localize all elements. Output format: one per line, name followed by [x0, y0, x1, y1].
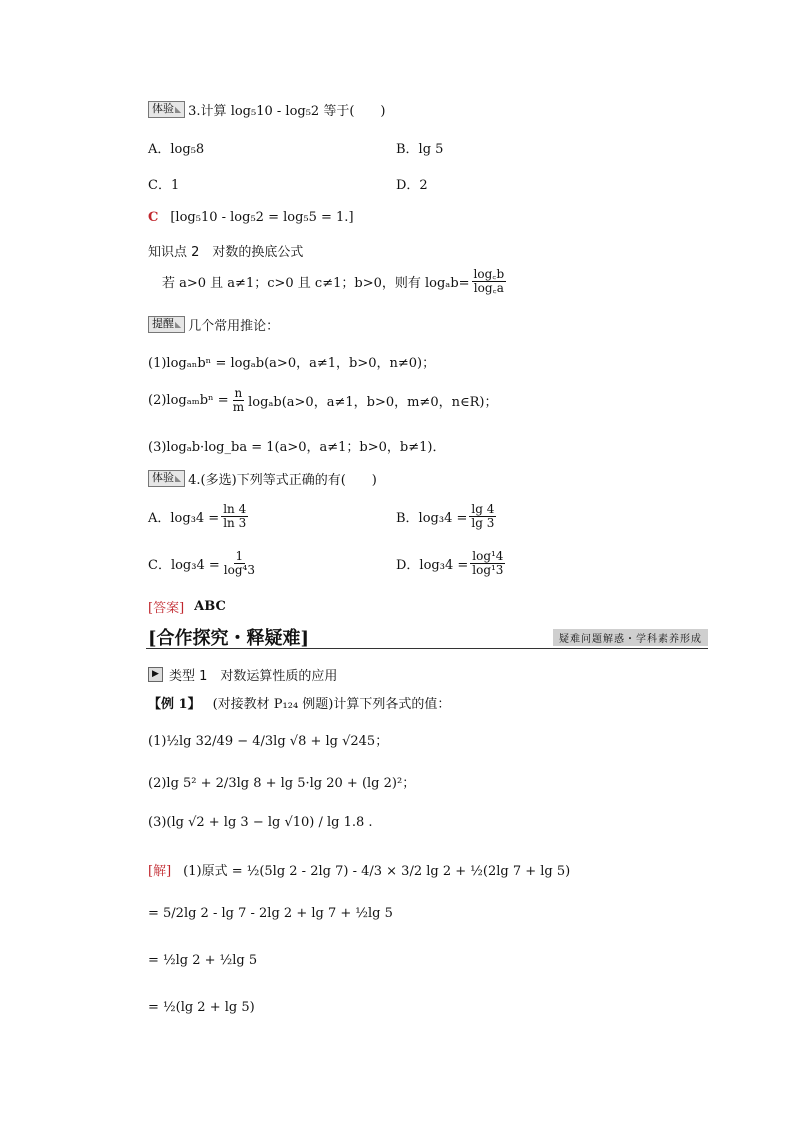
reminder-title-line — [148, 315, 279, 334]
formula-fraction — [472, 268, 507, 295]
reminder-r3: (3)logₐb·log_ba = 1(a>0，a≠1；b>0，b≠1)． — [148, 440, 446, 455]
q4-title: 4.(多选)下列等式正确的有( ) — [188, 473, 377, 488]
q4-answer — [148, 597, 226, 616]
example1-e2: (2)lg 5² + 2/3lg 8 + lg 5·lg 20 + (lg 2)²； — [148, 776, 416, 791]
q4-c-num: 1 — [235, 549, 244, 563]
example1-text: (对接教材 P₁₂₄ 例题)计算下列各式的值： — [212, 697, 451, 712]
q3-option-c: C．1 — [148, 178, 180, 193]
q3-option-d: D．2 — [396, 178, 428, 193]
example1-line — [148, 693, 450, 712]
solution-s3: = ½lg 2 + ½lg 5 — [148, 953, 258, 968]
formula-num: log꜀b — [473, 267, 505, 281]
tixing-tag: 提醒 ◣ — [148, 316, 185, 333]
knowledge-heading: 知识点 2 对数的换底公式 — [148, 245, 304, 260]
r2-den: m — [232, 400, 245, 414]
solution-line-1 — [148, 860, 570, 879]
q4-answer-label: [答案] — [148, 601, 185, 616]
q4-b-den: lg 3 — [471, 516, 495, 530]
type1-title: 类型 1 对数运算性质的应用 — [169, 669, 338, 684]
r2-prefix: (2)logₐₘbⁿ = — [148, 393, 229, 408]
q4-d-num: log¹4 — [472, 549, 504, 563]
reminder-title: 几个常用推论： — [188, 319, 280, 334]
q4-c-den: log⁴3 — [223, 563, 255, 577]
change-of-base-formula — [162, 268, 508, 295]
section-title: [合作探究・释疑难] — [148, 628, 310, 649]
q3-title-line — [148, 100, 385, 119]
example1-e3: (3)(lg √2 + lg 3 − lg √10) / lg 1.8 . — [148, 815, 373, 830]
type1-line — [148, 665, 337, 684]
q3-answer-letter: C — [148, 210, 159, 225]
example1-label: 【例 1】 — [148, 697, 201, 712]
section-subtitle: 疑难问题解惑・学科素养形成 — [553, 629, 708, 646]
q4-d-prefix: D．log₃4 = — [396, 558, 469, 573]
section-header — [146, 624, 708, 649]
q4-a-fraction — [221, 503, 248, 530]
play-icon: ▶ — [148, 667, 163, 682]
q4-option-d — [396, 550, 507, 577]
q3-title: 3.计算 log₅10 - log₅2 等于( ) — [188, 104, 386, 119]
tiyan-tag: 体验 ◣ — [148, 101, 185, 118]
q3-answer — [148, 210, 354, 225]
q4-d-fraction — [470, 550, 505, 577]
q4-answer-value: ABC — [194, 599, 226, 614]
q4-option-b — [396, 503, 498, 530]
solution-s1: (1)原式 = ½(5lg 2 - 2lg 7) - 4/3 × 3/2 lg 2 + ½(2lg 7 + lg 5) — [183, 864, 571, 879]
example1-e1: (1)½lg 32/49 − 4/3lg √8 + lg √245； — [148, 734, 389, 749]
r2-fraction — [231, 387, 246, 414]
reminder-r1: (1)logₐₙbⁿ = logₐb(a>0，a≠1，b>0，n≠0)； — [148, 356, 436, 371]
q4-c-fraction — [222, 550, 257, 577]
r2-num: n — [234, 386, 243, 400]
q4-a-prefix: A．log₃4 = — [148, 511, 220, 526]
tiyan-tag-2: 体验 ◣ — [148, 470, 185, 487]
q4-b-fraction — [469, 503, 496, 530]
q4-b-prefix: B．log₃4 = — [396, 511, 468, 526]
q4-d-den: log¹3 — [472, 563, 504, 577]
q4-title-line — [148, 469, 377, 488]
q4-a-den: ln 3 — [223, 516, 247, 530]
q4-b-num: lg 4 — [471, 502, 495, 516]
q4-option-a — [148, 503, 250, 530]
q3-option-b: B．lg 5 — [396, 142, 444, 157]
formula-prefix: 若 a>0 且 a≠1；c>0 且 c≠1；b>0，则有 logₐb= — [162, 276, 470, 291]
r2-suffix: logₐb(a>0，a≠1，b>0，m≠0，n∈R)； — [248, 395, 498, 410]
q3-option-a: A．log₅8 — [148, 142, 205, 157]
q4-c-prefix: C．log₃4 = — [148, 558, 220, 573]
solution-s2: = 5/2lg 2 - lg 7 - 2lg 2 + lg 7 + ½lg 5 — [148, 906, 393, 921]
formula-den: log꜀a — [473, 281, 504, 295]
solution-s4: = ½(lg 2 + lg 5) — [148, 1000, 255, 1015]
q4-option-c — [148, 550, 259, 577]
q4-a-num: ln 4 — [223, 502, 247, 516]
q3-answer-text: [log₅10 - log₅2 = log₅5 = 1.] — [170, 210, 354, 225]
reminder-r2 — [148, 387, 497, 414]
solution-label: [解] — [148, 864, 172, 879]
